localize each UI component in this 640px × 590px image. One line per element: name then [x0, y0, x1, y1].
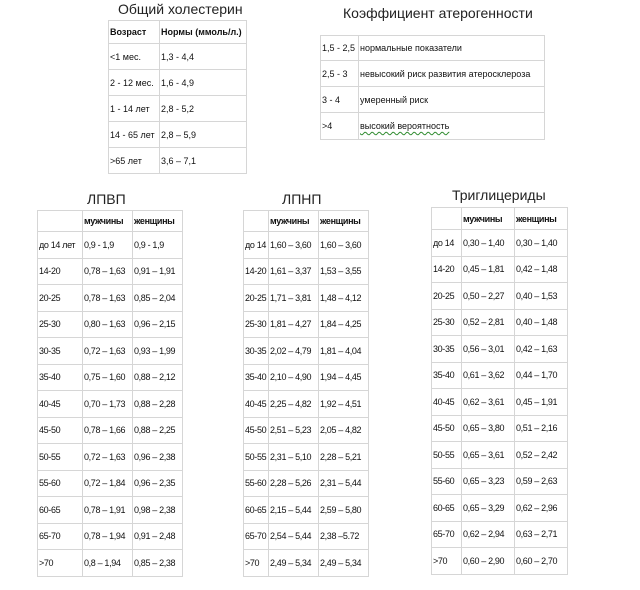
- ldl-men: 2,28 – 5,26: [269, 470, 319, 497]
- triglycerides-men: 0,65 – 3,23: [462, 468, 515, 495]
- hdl-age: 20-25: [38, 285, 83, 312]
- triglycerides-age: >70: [432, 548, 462, 575]
- hdl-men: 0,80 – 1,63: [83, 311, 133, 338]
- hdl-women: 0,96 – 2,38: [133, 444, 183, 471]
- hdl-women: 0,85 – 2,38: [133, 550, 183, 577]
- hdl-header-women: женщины: [133, 211, 183, 232]
- triglycerides-women: 0,62 – 2,96: [515, 495, 568, 522]
- ldl-women: 1,48 – 4,12: [319, 285, 369, 312]
- triglycerides-age: до 14: [432, 230, 462, 257]
- ldl-men: 2,25 – 4,82: [269, 391, 319, 418]
- hdl-women: 0,93 – 1,99: [133, 338, 183, 365]
- ldl-age: 25-30: [244, 311, 269, 338]
- triglycerides-age: 20-25: [432, 283, 462, 310]
- triglycerides-age: 60-65: [432, 495, 462, 522]
- ldl-women: 2,28 – 5,21: [319, 444, 369, 471]
- ldl-header-men: мужчины: [269, 211, 319, 232]
- triglycerides-men: 0,61 – 3,62: [462, 362, 515, 389]
- cholesterol-age: >65 лет: [109, 148, 160, 174]
- triglycerides-age: 25-30: [432, 309, 462, 336]
- atherogenic-meaning: нормальные показатели: [359, 36, 545, 61]
- triglycerides-table: [431, 207, 568, 575]
- ldl-women: 2,05 – 4,82: [319, 417, 369, 444]
- triglycerides-header-women: женщины: [515, 208, 568, 230]
- triglycerides-women: 0,63 – 2,71: [515, 521, 568, 548]
- hdl-men: 0,78 – 1,94: [83, 523, 133, 550]
- hdl-women: 0,88 – 2,25: [133, 417, 183, 444]
- hdl-women: 0,91 – 2,48: [133, 523, 183, 550]
- triglycerides-age: 14-20: [432, 256, 462, 283]
- hdl-men: 0,78 – 1,66: [83, 417, 133, 444]
- hdl-table: [37, 210, 183, 577]
- hdl-women: 0,88 – 2,12: [133, 364, 183, 391]
- hdl-header-age: [38, 211, 83, 232]
- triglycerides-men: 0,56 – 3,01: [462, 336, 515, 363]
- ldl-women: 2,59 – 5,80: [319, 497, 369, 524]
- triglycerides-women: 0,59 – 2,63: [515, 468, 568, 495]
- atherogenic-range: 1,5 - 2,5: [321, 36, 359, 61]
- hdl-age: до 14 лет: [38, 232, 83, 259]
- hdl-women: 0,9 - 1,9: [133, 232, 183, 259]
- hdl-age: 60-65: [38, 497, 83, 524]
- ldl-men: 2,10 – 4,90: [269, 364, 319, 391]
- atherogenic-table: [320, 35, 545, 140]
- triglycerides-title: Триглицериды: [452, 187, 546, 203]
- cholesterol-header-age: Возраст: [109, 21, 160, 44]
- ldl-men: 1,71 – 3,81: [269, 285, 319, 312]
- triglycerides-women: 0,45 – 1,91: [515, 389, 568, 416]
- hdl-age: 30-35: [38, 338, 83, 365]
- triglycerides-age: 45-50: [432, 415, 462, 442]
- ldl-age: 55-60: [244, 470, 269, 497]
- hdl-men: 0,72 – 1,84: [83, 470, 133, 497]
- hdl-women: 0,91 – 1,91: [133, 258, 183, 285]
- ldl-men: 2,49 – 5,34: [269, 550, 319, 577]
- ldl-women: 2,49 – 5,34: [319, 550, 369, 577]
- atherogenic-range: 3 - 4: [321, 87, 359, 113]
- triglycerides-men: 0,52 – 2,81: [462, 309, 515, 336]
- hdl-men: 0,78 – 1,63: [83, 285, 133, 312]
- hdl-age: 40-45: [38, 391, 83, 418]
- hdl-age: 35-40: [38, 364, 83, 391]
- hdl-women: 0,96 – 2,35: [133, 470, 183, 497]
- ldl-age: 30-35: [244, 338, 269, 365]
- triglycerides-men: 0,45 – 1,81: [462, 256, 515, 283]
- ldl-women: 2,38 –5.72: [319, 523, 369, 550]
- hdl-men: 0,8 – 1,94: [83, 550, 133, 577]
- hdl-women: 0,98 – 2,38: [133, 497, 183, 524]
- ldl-title: ЛПНП: [282, 191, 322, 207]
- ldl-age: 60-65: [244, 497, 269, 524]
- ldl-header-women: женщины: [319, 211, 369, 232]
- triglycerides-men: 0,65 – 3,29: [462, 495, 515, 522]
- triglycerides-age: 65-70: [432, 521, 462, 548]
- ldl-men: 2,54 – 5,44: [269, 523, 319, 550]
- ldl-men: 1,81 – 4,27: [269, 311, 319, 338]
- ldl-women: 1,53 – 3,55: [319, 258, 369, 285]
- atherogenic-meaning: умеренный риск: [359, 87, 545, 113]
- triglycerides-women: 0,52 – 2,42: [515, 442, 568, 469]
- ldl-men: 1,60 – 3,60: [269, 232, 319, 259]
- ldl-men: 1,61 – 3,37: [269, 258, 319, 285]
- hdl-men: 0,75 – 1,60: [83, 364, 133, 391]
- hdl-title: ЛПВП: [87, 191, 126, 207]
- cholesterol-norm: 2,8 – 5,9: [160, 122, 247, 148]
- triglycerides-women: 0,42 – 1,48: [515, 256, 568, 283]
- triglycerides-men: 0,30 – 1,40: [462, 230, 515, 257]
- cholesterol-age: 2 - 12 мес.: [109, 70, 160, 96]
- ldl-age: 40-45: [244, 391, 269, 418]
- ldl-table: [243, 210, 369, 577]
- ldl-age: 14-20: [244, 258, 269, 285]
- hdl-age: 50-55: [38, 444, 83, 471]
- ldl-men: 2,31 – 5,10: [269, 444, 319, 471]
- hdl-women: 0,96 – 2,15: [133, 311, 183, 338]
- ldl-women: 1,81 – 4,04: [319, 338, 369, 365]
- triglycerides-header-men: мужчины: [462, 208, 515, 230]
- triglycerides-age: 55-60: [432, 468, 462, 495]
- ldl-women: 1,94 – 4,45: [319, 364, 369, 391]
- cholesterol-norm: 3,6 – 7,1: [160, 148, 247, 174]
- hdl-header-men: мужчины: [83, 211, 133, 232]
- ldl-age: 20-25: [244, 285, 269, 312]
- ldl-age: 50-55: [244, 444, 269, 471]
- triglycerides-women: 0,60 – 2,70: [515, 548, 568, 575]
- cholesterol-header-norm: Нормы (ммоль/л.): [160, 21, 247, 44]
- triglycerides-age: 35-40: [432, 362, 462, 389]
- triglycerides-men: 0,65 – 3,61: [462, 442, 515, 469]
- ldl-age: >70: [244, 550, 269, 577]
- triglycerides-women: 0,42 – 1,63: [515, 336, 568, 363]
- cholesterol-age: 14 - 65 лет: [109, 122, 160, 148]
- hdl-women: 0,85 – 2,04: [133, 285, 183, 312]
- ldl-age: 35-40: [244, 364, 269, 391]
- ldl-age: 45-50: [244, 417, 269, 444]
- ldl-women: 1,60 – 3,60: [319, 232, 369, 259]
- triglycerides-women: 0,51 – 2,16: [515, 415, 568, 442]
- hdl-men: 0,72 – 1,63: [83, 444, 133, 471]
- hdl-age: 65-70: [38, 523, 83, 550]
- cholesterol-norm: 1,6 - 4,9: [160, 70, 247, 96]
- ldl-women: 1,84 – 4,25: [319, 311, 369, 338]
- hdl-age: 45-50: [38, 417, 83, 444]
- triglycerides-age: 50-55: [432, 442, 462, 469]
- cholesterol-table: [108, 20, 247, 174]
- atherogenic-title: Коэффициент атерогенности: [343, 5, 533, 21]
- hdl-age: 25-30: [38, 311, 83, 338]
- atherogenic-range: >4: [321, 113, 359, 140]
- hdl-age: >70: [38, 550, 83, 577]
- triglycerides-women: 0,44 – 1,70: [515, 362, 568, 389]
- hdl-men: 0,78 – 1,63: [83, 258, 133, 285]
- ldl-age: до 14: [244, 232, 269, 259]
- cholesterol-norm: 2,8 - 5,2: [160, 96, 247, 122]
- ldl-men: 2,15 – 5,44: [269, 497, 319, 524]
- triglycerides-men: 0,50 – 2,27: [462, 283, 515, 310]
- ldl-women: 2,31 – 5,44: [319, 470, 369, 497]
- triglycerides-men: 0,60 – 2,90: [462, 548, 515, 575]
- hdl-age: 55-60: [38, 470, 83, 497]
- cholesterol-age: 1 - 14 лет: [109, 96, 160, 122]
- ldl-men: 2,02 – 4,79: [269, 338, 319, 365]
- triglycerides-women: 0,40 – 1,48: [515, 309, 568, 336]
- triglycerides-men: 0,62 – 3,61: [462, 389, 515, 416]
- atherogenic-range: 2,5 - 3: [321, 61, 359, 87]
- hdl-men: 0,78 – 1,91: [83, 497, 133, 524]
- atherogenic-meaning: высокий вероятность: [359, 113, 545, 140]
- cholesterol-title: Общий холестерин: [118, 1, 243, 17]
- ldl-header-age: [244, 211, 269, 232]
- hdl-age: 14-20: [38, 258, 83, 285]
- hdl-women: 0,88 – 2,28: [133, 391, 183, 418]
- cholesterol-age: <1 мес.: [109, 44, 160, 70]
- triglycerides-age: 30-35: [432, 336, 462, 363]
- triglycerides-men: 0,62 – 2,94: [462, 521, 515, 548]
- hdl-men: 0,9 - 1,9: [83, 232, 133, 259]
- triglycerides-age: 40-45: [432, 389, 462, 416]
- cholesterol-norm: 1,3 - 4,4: [160, 44, 247, 70]
- ldl-women: 1,92 – 4,51: [319, 391, 369, 418]
- ldl-age: 65-70: [244, 523, 269, 550]
- ldl-men: 2,51 – 5,23: [269, 417, 319, 444]
- atherogenic-meaning: невысокий риск развития атеросклероза: [359, 61, 545, 87]
- triglycerides-women: 0,30 – 1,40: [515, 230, 568, 257]
- hdl-men: 0,72 – 1,63: [83, 338, 133, 365]
- triglycerides-men: 0,65 – 3,80: [462, 415, 515, 442]
- hdl-men: 0,70 – 1,73: [83, 391, 133, 418]
- triglycerides-women: 0,40 – 1,53: [515, 283, 568, 310]
- triglycerides-header-age: [432, 208, 462, 230]
